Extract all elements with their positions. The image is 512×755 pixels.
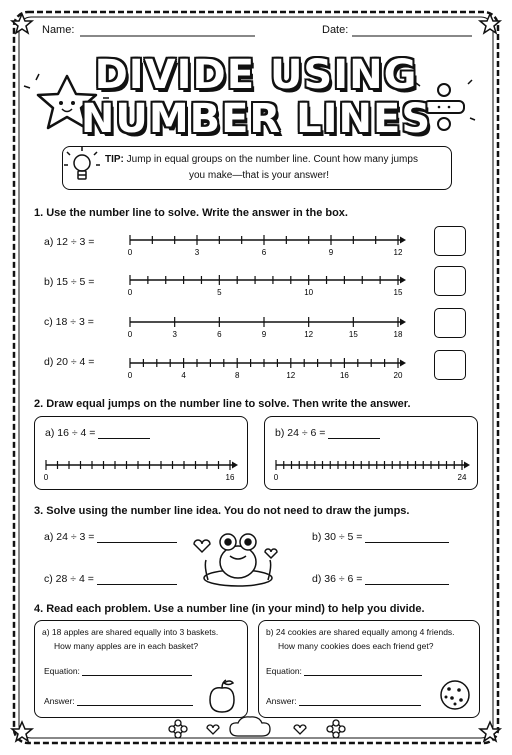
number-line-2b-tick-label: 24 — [457, 473, 467, 482]
problem-3c-answer-blank[interactable] — [97, 584, 177, 585]
date-field[interactable] — [322, 24, 348, 36]
problem-1d: d) 20 ÷ 4 = — [44, 356, 95, 368]
section-2-heading: 2. Draw equal jumps on the number line to solve. Then write the answer. — [34, 398, 411, 410]
number-line-1c-tick-label: 3 — [172, 330, 177, 339]
number-line-2a-tick-label: 16 — [225, 473, 235, 482]
frog-icon — [194, 534, 277, 586]
problem-3c — [44, 573, 177, 585]
problem-1b: b) 15 ÷ 5 = — [44, 276, 95, 288]
number-line-1c-tick-label: 0 — [127, 330, 133, 339]
problem-1a: a) 12 ÷ 3 = — [44, 236, 95, 248]
answer-box-1a[interactable] — [434, 226, 466, 256]
tip-text-line-2: you make—that is your answer! — [188, 170, 330, 181]
problem-3a-text: a) 24 ÷ 3 = — [44, 531, 95, 543]
number-line-1c-tick-label: 18 — [393, 330, 403, 339]
number-line-1d-tick-label: 0 — [127, 371, 133, 380]
problem-4a-answer-blank[interactable] — [77, 705, 193, 706]
bottom-decoration-icons — [169, 717, 345, 738]
problem-3b-answer-blank[interactable] — [365, 542, 449, 543]
problem-2b-card — [264, 416, 478, 490]
number-line-1c-tick-label: 15 — [348, 330, 358, 339]
problem-3c-text: c) 28 ÷ 4 = — [44, 573, 94, 585]
number-line-1d-tick-label: 12 — [286, 371, 296, 380]
problem-4b-equation-label: Equation: — [266, 666, 302, 676]
number-line-2b-tick-label: 0 — [273, 473, 279, 482]
tip-label: TIP: — [105, 154, 124, 165]
problem-2a-card — [34, 416, 248, 490]
name-label: Name: — [42, 24, 75, 36]
number-line-1d-tick-label: 16 — [339, 371, 349, 380]
problem-2a-answer-blank[interactable] — [98, 438, 150, 439]
problem-4b-answer-label: Answer: — [266, 696, 297, 706]
title-line-2: NUMBER LINES — [80, 96, 432, 142]
problem-3d-text: d) 36 ÷ 6 = — [312, 573, 363, 585]
date-label: Date: — [322, 24, 349, 36]
number-line-1c-tick-label: 6 — [217, 330, 222, 339]
section-4-heading: 4. Read each problem. Use a number line (in your mind) to help you divide. — [34, 603, 425, 615]
problem-3a-answer-blank[interactable] — [97, 542, 177, 543]
number-line-1d-arrow — [400, 360, 406, 367]
number-line-1b-tick-label: 5 — [217, 288, 222, 297]
problem-2a-text: a) 16 ÷ 4 = — [45, 427, 96, 439]
number-line-1a-arrow — [400, 237, 406, 244]
problem-2b-answer-blank[interactable] — [328, 438, 380, 439]
number-line-1a-tick-label: 0 — [127, 248, 133, 257]
problem-3b-text: b) 30 ÷ 5 = — [312, 531, 363, 543]
problem-3d — [312, 573, 449, 585]
problem-4b-line-2: How many cookies does each friend get? — [278, 641, 434, 651]
number-line-1d-tick-label: 4 — [181, 371, 186, 380]
number-line-1a-tick-label: 6 — [261, 248, 267, 257]
number-line-1a-tick-label: 3 — [194, 248, 200, 257]
problem-3d-answer-blank[interactable] — [365, 584, 449, 585]
name-field[interactable] — [42, 24, 74, 36]
problem-4a-line-2: How many apples are in each basket? — [54, 641, 199, 651]
number-line-1d-tick-label: 20 — [393, 371, 403, 380]
problem-3a — [44, 531, 177, 543]
title-line-1: DIVIDE USING — [94, 52, 418, 98]
section-1-heading: 1. Use the number line to solve. Write the answer in the box. — [34, 207, 348, 219]
problem-4a-equation-label: Equation: — [44, 666, 80, 676]
answer-box-1b[interactable] — [434, 266, 466, 296]
number-line-2a-tick-label: 0 — [43, 473, 49, 482]
number-line-1c-tick-label: 9 — [261, 330, 267, 339]
section-3-heading: 3. Solve using the number line idea. You do not need to draw the jumps. — [34, 505, 410, 517]
tip-text-line-1: Jump in equal groups on the number line. Count how many jumps — [126, 154, 418, 165]
problem-4a-answer-label: Answer: — [44, 696, 75, 706]
problem-3b — [312, 531, 449, 543]
number-line-1a-tick-label: 12 — [393, 248, 403, 257]
problem-4a-line-1: a) 18 apples are shared equally into 3 baskets. — [42, 627, 219, 637]
problem-4a-equation-blank[interactable] — [82, 675, 192, 676]
number-line-1c-arrow — [400, 319, 406, 326]
tip-box — [62, 146, 452, 190]
number-line-1b-tick-label: 10 — [304, 288, 314, 297]
problem-4b-equation-blank[interactable] — [304, 675, 422, 676]
problem-1c: c) 18 ÷ 3 = — [44, 316, 94, 328]
problem-2b-text: b) 24 ÷ 6 = — [275, 427, 326, 439]
number-line-1d-tick-label: 8 — [234, 371, 240, 380]
number-line-1b-tick-label: 15 — [393, 288, 403, 297]
problem-4b-answer-blank[interactable] — [299, 705, 421, 706]
number-line-1c-tick-label: 12 — [304, 330, 314, 339]
number-line-1b-arrow — [400, 277, 406, 284]
problem-4b-line-1: b) 24 cookies are shared equally among 4 friends. — [266, 627, 455, 637]
answer-box-1d[interactable] — [434, 350, 466, 380]
answer-box-1c[interactable] — [434, 308, 466, 338]
number-line-1a-tick-label: 9 — [328, 248, 334, 257]
number-line-1b-tick-label: 0 — [127, 288, 133, 297]
